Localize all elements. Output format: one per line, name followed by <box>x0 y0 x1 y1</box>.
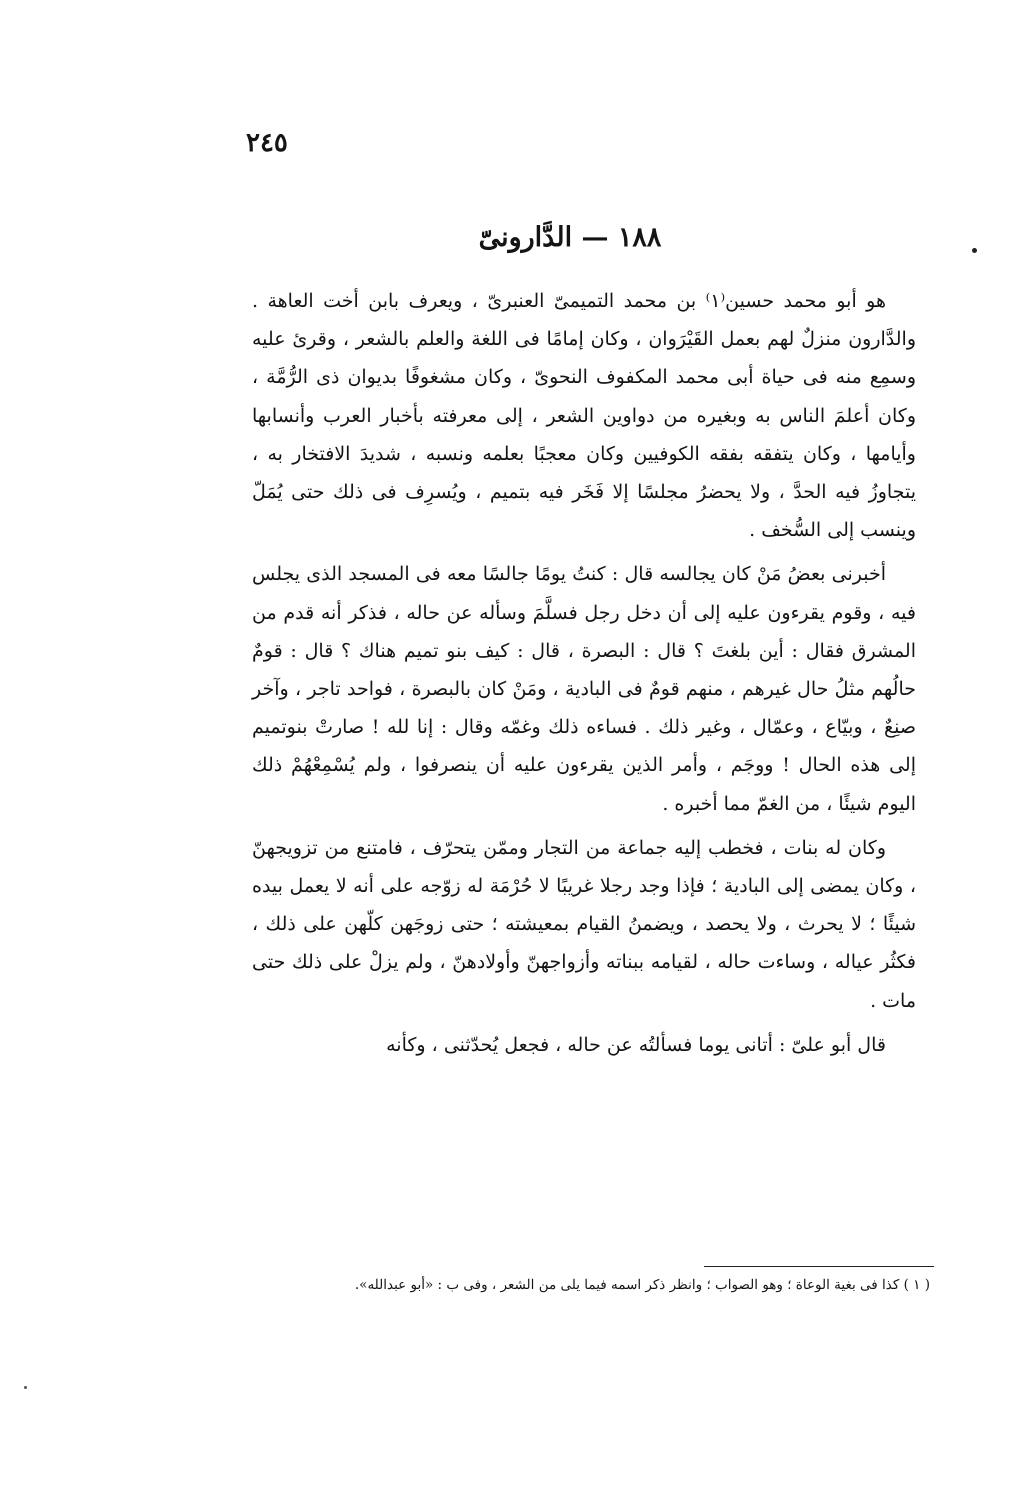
page-number: ٢٤٥ <box>246 128 288 158</box>
margin-dot <box>972 248 977 253</box>
body-text <box>252 282 916 1064</box>
paragraph-abu-ali: قال أبو علىّ : أتانى يوما فسألتُه عن حاله ، فجعل يُحدّثنى ، وكأنه <box>386 1033 886 1056</box>
footnote: ( ١ ) كذا فى بغية الوعاة ؛ وهو الصواب ؛ وانظر ذكر اسمه فيما يلى من الشعر ، وفى ب : «أبو عبدالله». <box>354 1277 930 1293</box>
footnote-divider <box>704 1266 934 1267</box>
paragraph-daughters: وكان له بنات ، فخطب إليه جماعة من التجار وممّن يتحرّف ، فامتنع من تزويجهنّ ، وكان يمضى إلى البادية ؛ فإذا وجد رجلا غريبًا لا حُرْمَة له زوّجه على أنه لا يعمل بيده شيئًا ؛ لا يحرث ، ولا يحصد ، ويضمنُ القيام بمعيشته ؛ حتى زوجَهن كلّهن على ذلك ، فكثُر عياله ، وساءت حاله ، لقيامه ببناته وأزواجهنّ وأولادهنّ ، ولم يزلْ على ذلك حتى مات . <box>252 836 916 1012</box>
paragraph-anecdote-tamim: أخبرنى بعضُ مَنْ كان يجالسه قال : كنتُ يومًا جالسًا معه فى المسجد الذى يجلس فيه ، وقوم يقرءون عليه إلى أن دخل رجل فسلَّمَ وسأله عن حاله ، فذكر أنه قدم من المشرق فقال : أين بلغتَ ؟ قال : البصرة ، قال : كيف بنو تميم هناك ؟ قال : قومٌ حالُهم مثلُ حال غيرهم ، منهم قومٌ فى البادية ، ومَنْ كان بالبصرة ، فواحد تاجر ، وآخر صنِعٌ ، وبيّاع ، وعمّال ، وغير ذلك . فساءه ذلك وغمّه وقال : إنا لله ! صارتْ بنوتميم إلى هذه الحال ! ووجَم ، وأمر الذين يقرءون عليه أن ينصرفوا ، ولم يُسْمِعْهُمْ ذلك اليوم شيئًا ، من الغمّ مما أخبره . <box>252 563 916 815</box>
margin-speck <box>24 1386 27 1389</box>
chapter-title: ١٨٨ — الدَّارونىّ <box>478 222 662 253</box>
paragraph-biography: هو أبو محمد حسين⁽١⁾ بن محمد التميمىّ العنبرىّ ، ويعرف بابن أخت العاهة . والدَّارون منزلٌ لهم بعمل القَيْرَوان ، وكان إمامًا فى اللغة والعلم بالشعر ، وقرئ عليه وسمِع منه فى حياة أبى محمد المكفوف النحوىّ ، وكان مشغوفًا بديوان ذى الرُّمَّة ، وكان أعلمَ الناس به وبغيره من دواوين الشعر ، إلى معرفته بأخبار العرب وأنسابها وأيامها ، وكان يتفقه بفقه الكوفيين وكان معجبًا بعلمه ونسبه ، شديدَ الافتخار به ، يتجاوزُ فيه الحدَّ ، ولا يحضرُ مجلسًا إلا فَخَر فيه بتميم ، ويُسرِف فى ذلك حتى يُمَلّ وينسب إلى السُّخف . <box>252 290 916 542</box>
